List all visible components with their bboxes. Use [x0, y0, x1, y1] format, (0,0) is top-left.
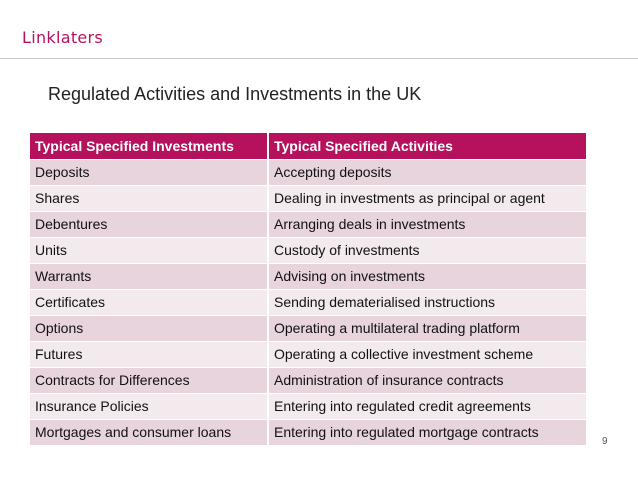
- investment-cell: Mortgages and consumer loans: [30, 419, 268, 445]
- table-row: [30, 237, 586, 263]
- activity-cell: Entering into regulated mortgage contracts: [268, 419, 586, 445]
- table-row: [30, 159, 586, 185]
- activity-cell: Accepting deposits: [268, 159, 586, 185]
- activity-cell: Advising on investments: [268, 263, 586, 289]
- slide-title: Regulated Activities and Investments in the UK: [48, 84, 422, 104]
- header-activities: Typical Specified Activities: [268, 133, 586, 159]
- page-number: 9: [602, 436, 608, 447]
- activity-cell: Arranging deals in investments: [268, 211, 586, 237]
- table-header-row: [30, 133, 586, 159]
- investment-cell: Contracts for Differences: [30, 367, 268, 393]
- activity-cell: Entering into regulated credit agreements: [268, 393, 586, 419]
- table-row: [30, 185, 586, 211]
- investment-cell: Options: [30, 315, 268, 341]
- table-row: [30, 211, 586, 237]
- regulated-activities-table: [30, 133, 586, 446]
- header-investments: Typical Specified Investments: [30, 133, 268, 159]
- table-row: [30, 393, 586, 419]
- activity-cell: Operating a multilateral trading platform: [268, 315, 586, 341]
- table-row: [30, 419, 586, 445]
- table-row: [30, 341, 586, 367]
- investment-cell: Deposits: [30, 159, 268, 185]
- investment-cell: Debentures: [30, 211, 268, 237]
- activity-cell: Operating a collective investment scheme: [268, 341, 586, 367]
- activity-cell: Dealing in investments as principal or agent: [268, 185, 586, 211]
- table-row: [30, 263, 586, 289]
- table-row: [30, 315, 586, 341]
- linklaters-logo: Linklaters: [22, 28, 104, 47]
- table-row: [30, 289, 586, 315]
- investment-cell: Futures: [30, 341, 268, 367]
- activity-cell: Administration of insurance contracts: [268, 367, 586, 393]
- investment-cell: Warrants: [30, 263, 268, 289]
- header-divider: [0, 58, 638, 59]
- investment-cell: Insurance Policies: [30, 393, 268, 419]
- investment-cell: Units: [30, 237, 268, 263]
- investment-cell: Shares: [30, 185, 268, 211]
- activity-cell: Custody of investments: [268, 237, 586, 263]
- investment-cell: Certificates: [30, 289, 268, 315]
- activity-cell: Sending dematerialised instructions: [268, 289, 586, 315]
- table-row: [30, 367, 586, 393]
